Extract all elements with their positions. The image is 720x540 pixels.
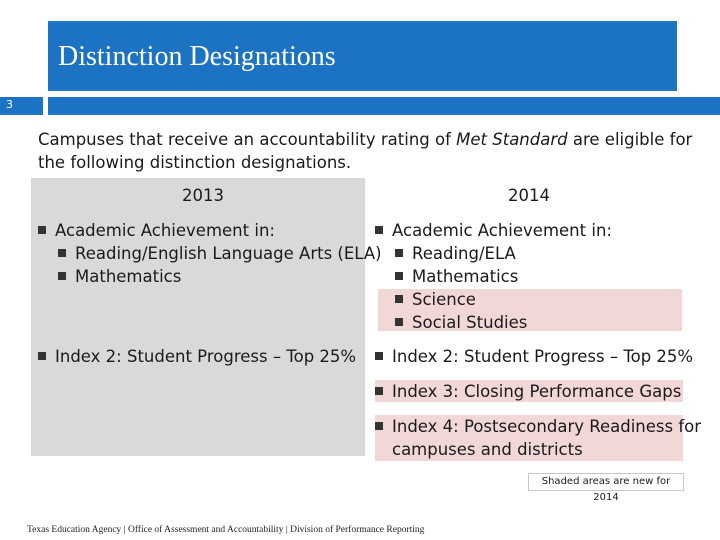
right-sub-label: Science — [412, 290, 476, 309]
column-heading-2013: 2013 — [182, 186, 224, 205]
slide-title: Distinction Designations — [58, 41, 336, 72]
column-heading-2014: 2014 — [508, 186, 550, 205]
bullet-icon — [395, 249, 403, 257]
right-sub-item — [395, 288, 476, 311]
right-academic-item — [375, 219, 612, 242]
left-academic-item — [38, 219, 275, 242]
right-sub-label: Mathematics — [412, 267, 519, 286]
slide-number: 3 — [6, 98, 13, 111]
right-sub-item — [395, 265, 518, 288]
right-sub-label: Reading/ELA — [412, 244, 516, 263]
footer-text: Texas Education Agency | Office of Assessment and Accountability | Division of Performance Reporting — [27, 525, 425, 535]
bullet-icon — [395, 272, 403, 280]
right-index4-continuation: campuses and districts — [392, 440, 583, 459]
right-index2-label: Index 2: Student Progress – Top 25% — [392, 347, 694, 366]
bullet-icon — [395, 295, 403, 303]
right-sub-item — [395, 242, 516, 265]
bullet-icon — [38, 226, 46, 234]
title-bar — [48, 21, 677, 91]
bullet-icon — [375, 352, 383, 360]
right-index4-item — [375, 415, 701, 438]
right-sub-label: Social Studies — [412, 313, 528, 332]
left-sub-item — [58, 265, 181, 288]
right-index3-item — [375, 380, 681, 403]
bullet-icon — [375, 422, 383, 430]
left-sub-label: Mathematics — [75, 267, 182, 286]
left-sub-label: Reading/English Language Arts (ELA) — [75, 244, 382, 263]
left-academic-label: Academic Achievement in: — [55, 221, 275, 240]
right-index3-label: Index 3: Closing Performance Gaps — [392, 382, 682, 401]
right-index2-item — [375, 345, 693, 368]
left-index2-label: Index 2: Student Progress – Top 25% — [55, 347, 357, 366]
left-sub-item — [58, 242, 382, 265]
right-sub-item — [395, 311, 527, 334]
right-academic-label: Academic Achievement in: — [392, 221, 612, 240]
bullet-icon — [58, 272, 66, 280]
bullet-icon — [375, 226, 383, 234]
bullet-icon — [38, 352, 46, 360]
bullet-icon — [58, 249, 66, 257]
intro-text: Campuses that receive an accountability rating of Met Standard are eligible for the following distinction designations. — [38, 130, 693, 172]
header-rule — [48, 97, 720, 115]
right-index4-label: Index 4: Postsecondary Readiness for — [392, 417, 702, 436]
bullet-icon — [395, 318, 403, 326]
left-index2-item — [38, 345, 356, 368]
bullet-icon — [375, 387, 383, 395]
slide-number-bar — [0, 97, 43, 115]
footnote: Shaded areas are new for 2014 — [528, 473, 684, 491]
